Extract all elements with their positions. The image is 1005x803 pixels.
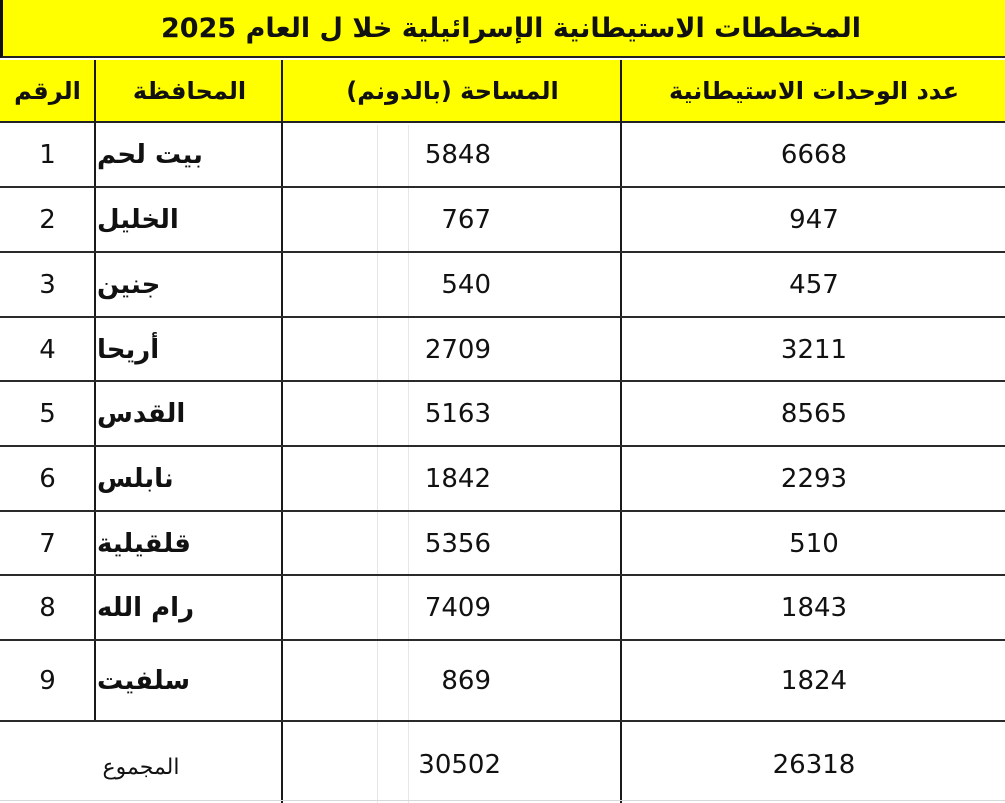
row-area: 5356 xyxy=(424,528,491,559)
table-row xyxy=(0,447,1005,511)
table-row xyxy=(0,123,1005,187)
row-number: 9 xyxy=(39,666,56,696)
row-number: 8 xyxy=(39,593,56,623)
row-governorate: أريحا xyxy=(97,334,160,365)
row-governorate: سلفيت xyxy=(97,666,191,696)
row-number: 4 xyxy=(39,334,56,365)
row-area: 5163 xyxy=(424,399,491,429)
row-units: 947 xyxy=(789,205,839,235)
header-governorate: المحافظة xyxy=(132,76,247,105)
header-number: الرقم xyxy=(14,76,81,105)
row-area: 767 xyxy=(441,205,491,235)
row-area: 5848 xyxy=(424,140,491,170)
table-title: المخططات الاستيطانية الإسرائيلية خلا ل العام 2025 xyxy=(161,12,861,44)
row-units: 6668 xyxy=(780,140,848,170)
header-area: المساحة (بالدونم) xyxy=(346,76,559,105)
row-area: 869 xyxy=(441,666,491,696)
table-row xyxy=(0,512,1005,575)
row-area: 2709 xyxy=(424,334,491,365)
row-area: 540 xyxy=(441,270,491,300)
row-number: 7 xyxy=(39,528,56,559)
row-governorate: رام الله xyxy=(97,593,195,623)
row-units: 457 xyxy=(789,270,839,300)
table-title-bar xyxy=(0,0,1005,58)
header-units: عدد الوحدات الاستيطانية xyxy=(668,76,960,105)
row-number: 3 xyxy=(39,270,56,300)
row-units: 2293 xyxy=(780,464,848,494)
table-row xyxy=(0,253,1005,317)
row-governorate: قلقيلية xyxy=(97,528,191,559)
row-number: 1 xyxy=(39,140,56,170)
row-governorate: بيت لحم xyxy=(97,140,203,170)
total-label: المجموع xyxy=(102,755,180,780)
row-units: 8565 xyxy=(780,399,848,429)
row-governorate: جنين xyxy=(97,270,161,300)
total-units: 26318 xyxy=(772,750,856,780)
row-units: 1843 xyxy=(780,593,848,623)
row-units: 1824 xyxy=(780,666,848,696)
table-row xyxy=(0,641,1005,721)
row-governorate: نابلس xyxy=(97,464,174,494)
row-units: 510 xyxy=(789,528,839,559)
table-row xyxy=(0,188,1005,252)
total-area: 30502 xyxy=(418,750,501,780)
row-units: 3211 xyxy=(780,334,848,365)
row-number: 2 xyxy=(39,205,56,235)
total-row xyxy=(0,722,1005,800)
table-row xyxy=(0,382,1005,446)
table-bottom-border xyxy=(0,800,1005,801)
row-number: 5 xyxy=(39,399,56,429)
row-governorate: القدس xyxy=(97,399,186,429)
table-row xyxy=(0,318,1005,381)
table-header-row xyxy=(0,60,1005,123)
table-row xyxy=(0,576,1005,640)
row-number: 6 xyxy=(39,464,56,494)
row-area: 1842 xyxy=(424,464,491,494)
row-area: 7409 xyxy=(424,593,491,623)
row-governorate: الخليل xyxy=(97,205,179,235)
